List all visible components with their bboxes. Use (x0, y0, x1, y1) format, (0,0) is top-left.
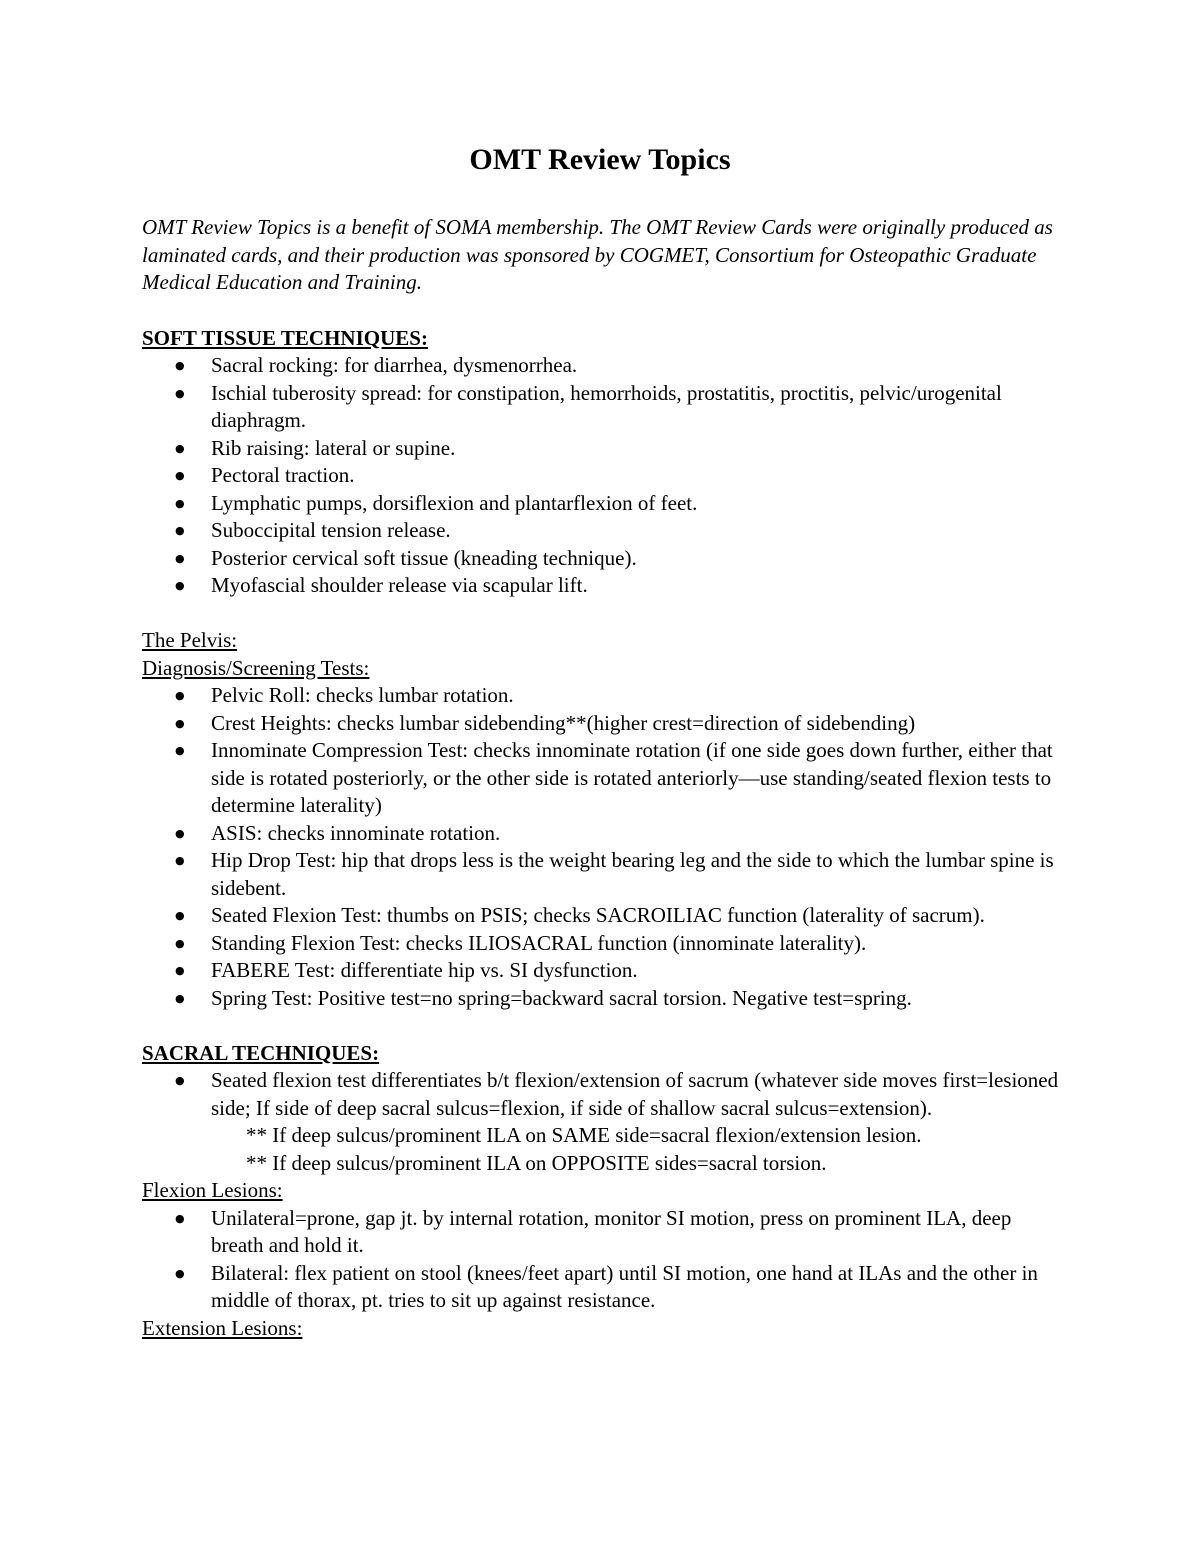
page-title: OMT Review Topics (469, 143, 731, 176)
extension-lesions-heading: Extension Lesions: (142, 1315, 303, 1340)
pelvis-list (142, 682, 1067, 1012)
list-item: ● ASIS: checks innominate rotation. (142, 820, 1067, 848)
soft-tissue-heading: SOFT TISSUE TECHNIQUES: (142, 325, 428, 350)
list-item: ● Standing Flexion Test: checks ILIOSACRAL function (innominate laterality). (142, 930, 1067, 958)
pelvis-heading: The Pelvis: (142, 628, 238, 652)
sacral-note: ** If deep sulcus/prominent ILA on OPPOSITE sides=sacral torsion. (246, 1150, 827, 1175)
spacer (142, 600, 1067, 628)
list-item: ● Suboccipital tension release. (142, 517, 1067, 545)
flexion-lesions-heading: Flexion Lesions: (142, 1178, 283, 1202)
diagnosis-subheading: Diagnosis/Screening Tests: (142, 655, 370, 680)
flexion-lesions-list (142, 1205, 1067, 1315)
list-item: ● Rib raising: lateral or supine. (142, 435, 1067, 463)
list-item: ● FABERE Test: differentiate hip vs. SI dysfunction. (142, 957, 1067, 985)
list-item: ● Posterior cervical soft tissue (kneading technique). (142, 545, 1067, 573)
intro-paragraph: OMT Review Topics is a benefit of SOMA membership. The OMT Review Cards were originally produced as laminated cards, and their production was sponsored by COGMET, Consortium for Osteopathic Graduate Medical Education and Training. (142, 215, 1053, 294)
soft-tissue-list (142, 352, 1067, 600)
list-item: ● Pelvic Roll: checks lumbar rotation. (142, 682, 1067, 710)
list-item: ● Crest Heights: checks lumbar sidebending**(higher crest=direction of sidebending) (142, 710, 1067, 738)
document-body (142, 214, 1067, 1342)
list-item: ● Pectoral traction. (142, 462, 1067, 490)
list-item: ● Ischial tuberosity spread: for constipation, hemorrhoids, prostatitis, proctitis, pelvic/urogenital diaphragm. (142, 380, 1067, 435)
list-item: ● Lymphatic pumps, dorsiflexion and plantarflexion of feet. (142, 490, 1067, 518)
list-item: ● Innominate Compression Test: checks innominate rotation (if one side goes down further, either that side is rotated posteriorly, or the other side is rotated anteriorly—use standing/seated flexion tests to determine laterality) (142, 737, 1067, 820)
list-item: ● Sacral rocking: for diarrhea, dysmenorrhea. (142, 352, 1067, 380)
list-item: ● Spring Test: Positive test=no spring=backward sacral torsion. Negative test=spring. (142, 985, 1067, 1013)
list-item: ● Hip Drop Test: hip that drops less is the weight bearing leg and the side to which the lumbar spine is sidebent. (142, 847, 1067, 902)
list-item: ● Seated flexion test differentiates b/t flexion/extension of sacrum (whatever side moves first=lesioned side; If side of deep sacral sulcus=flexion, if side of shallow sacral sulcus=extension). (142, 1067, 1067, 1122)
sacral-list (142, 1067, 1067, 1122)
list-item: ● Seated Flexion Test: thumbs on PSIS; checks SACROILIAC function (laterality of sacrum). (142, 902, 1067, 930)
list-item: ● Unilateral=prone, gap jt. by internal rotation, monitor SI motion, press on prominent ILA, deep breath and hold it. (142, 1205, 1067, 1260)
list-item: ● Bilateral: flex patient on stool (knees/feet apart) until SI motion, one hand at ILAs and the other in middle of thorax, pt. tries to sit up against resistance. (142, 1260, 1067, 1315)
sacral-heading: SACRAL TECHNIQUES: (142, 1040, 380, 1065)
spacer (142, 1012, 1067, 1040)
sacral-note: ** If deep sulcus/prominent ILA on SAME side=sacral flexion/extension lesion. (246, 1123, 922, 1147)
list-item: ● Myofascial shoulder release via scapular lift. (142, 572, 1067, 600)
